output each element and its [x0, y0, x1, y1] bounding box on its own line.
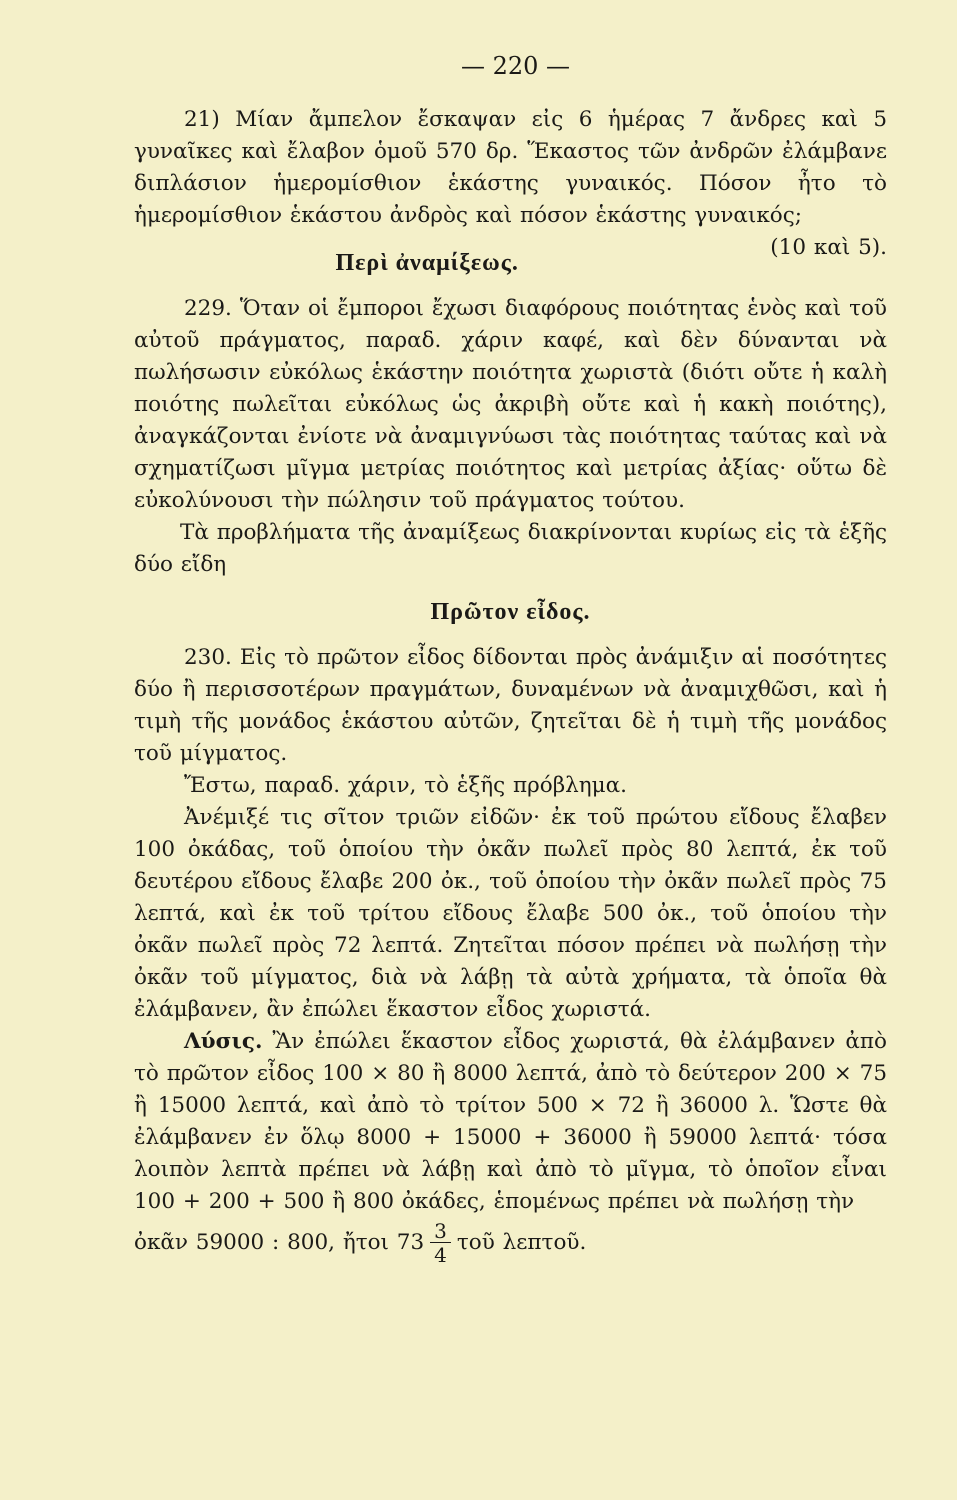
fraction	[430, 1219, 451, 1267]
solution-text: Ἂν ἐπώλει ἕκαστον εἶδος χωριστά, θὰ ἐλάμβανεν ἀπὸ τὸ πρῶτον εἶδος 100 × 80 ἢ 8000 λεπτά, ἀπὸ τὸ δεύτερον 200 × 75 ἢ 15000 λεπτά, καὶ ἀπὸ τὸ τρίτον 500 × 72 ἢ 36000 λ. Ὥστε θὰ ἐλάμβανεν ἐν ὅλῳ 8000 + 15000 + 36000 ἢ 59000 λεπτά· τόσα λοιπὸν λεπτὰ πρέπει νὰ λάβῃ καὶ ἀπὸ τὸ μῖγμα, τὸ ὁποῖον εἶναι 100 + 200 + 500 ἢ 800 ὀκάδες, ἑπομένως πρέπει νὰ πωλήσῃ τὴν	[134, 1029, 887, 1214]
page-number: — 220 —	[460, 52, 571, 80]
fraction-denominator: 4	[434, 1243, 447, 1267]
final-line-end: τοῦ λεπτοῦ.	[456, 1230, 587, 1255]
section-heading-mixing: Περὶ ἀναμίξεως.	[335, 250, 519, 276]
problem-21	[134, 104, 887, 260]
paragraph-example-intro: Ἔστω, παραδ. χάριν, τὸ ἑξῆς πρόβλημα.	[184, 773, 628, 798]
paragraph-kinds: Τὰ προβλήματα τῆς ἀναμίξεως διακρίνονται κυρίως εἰς τὰ ἑξῆς δύο εἴδη	[134, 520, 887, 577]
paragraph-229: 229. Ὅταν οἱ ἔμποροι ἔχωσι διαφόρους ποιότητας ἑνὸς καὶ τοῦ αὐτοῦ πράγματος, παραδ. χάριν καφέ, καὶ δὲν δύνανται νὰ πωλήσωσιν εὐκόλως ἑκάστην ποιότητα χωριστὰ (διότι οὔτε ἡ καλὴ ποιότης πωλεῖται εὐκόλως ὡς ἀκριβὴ οὔτε καὶ ἡ κακὴ ποιότης), ἀναγκάζονται ἐνίοτε νὰ ἀναμιγνύωσι τὰς ποιότητας ταύτας καὶ νὰ σχηματίζωσι μῖγμα μετρίας ποιότητος καὶ μετρίας ἀξίας· οὕτω δὲ εὐκολύνουσι τὴν πώλησιν τοῦ πράγματος τούτου.	[134, 296, 887, 513]
paragraph-solution	[134, 1026, 887, 1218]
problem-21-answer: (10 καὶ 5).	[770, 235, 887, 260]
problem-21-text: 21) Μίαν ἄμπελον ἔσκαψαν εἰς 6 ἡμέρας 7 ἄνδρες καὶ 5 γυναῖκες καὶ ἔλαβον ὁμοῦ 570 δρ. Ἕκαστος τῶν ἀνδρῶν ἐλάμβανε διπλάσιον ἡμερομίσθιον ἑκάστης γυναικός. Πόσον ἦτο τὸ ἡμερομίσθιον ἑκάστου ἀνδρὸς καὶ πόσον ἑκάστης γυναικός;	[134, 107, 887, 228]
solution-label: Λύσις.	[184, 1029, 263, 1054]
fraction-numerator: 3	[430, 1222, 451, 1243]
section-heading-first-kind: Πρῶτον εἶδος.	[430, 599, 591, 625]
final-line	[134, 1219, 887, 1267]
final-line-start: ὀκᾶν 59000 : 800, ἤτοι 73	[134, 1230, 425, 1255]
paragraph-230: 230. Εἰς τὸ πρῶτον εἶδος δίδονται πρὸς ἀνάμιξιν αἱ ποσότητες δύο ἢ περισσοτέρων πραγμάτων, δυναμένων νὰ ἀναμιχθῶσι, καὶ ἡ τιμὴ τῆς μονάδος ἑκάστου αὐτῶν, ζητεῖται δὲ ἡ τιμὴ τῆς μονάδος τοῦ μίγματος.	[134, 645, 887, 766]
paragraph-example: Ἀνέμιξέ τις σῖτον τριῶν εἰδῶν· ἐκ τοῦ πρώτου εἴδους ἔλαβεν 100 ὀκάδας, τοῦ ὁποίου τὴν ὀκᾶν πωλεῖ πρὸς 80 λεπτά, ἐκ τοῦ δευτέρου εἴδους ἔλαβε 200 ὀκ., τοῦ ὁποίου τὴν ὀκᾶν πωλεῖ πρὸς 75 λεπτά, καὶ ἐκ τοῦ τρίτου εἴδους ἔλαβε 500 ὀκ., τοῦ ὁποίου τὴν ὀκᾶν πωλεῖ πρὸς 72 λεπτά. Ζητεῖται πόσον πρέπει νὰ πωλήσῃ τὴν ὀκᾶν τοῦ μίγματος, διὰ νὰ λάβῃ τὰ αὐτὰ χρήματα, τὰ ὁποῖα θὰ ἐλάμβανεν, ἂν ἐπώλει ἕκαστον εἶδος χωριστά.	[134, 805, 887, 1022]
